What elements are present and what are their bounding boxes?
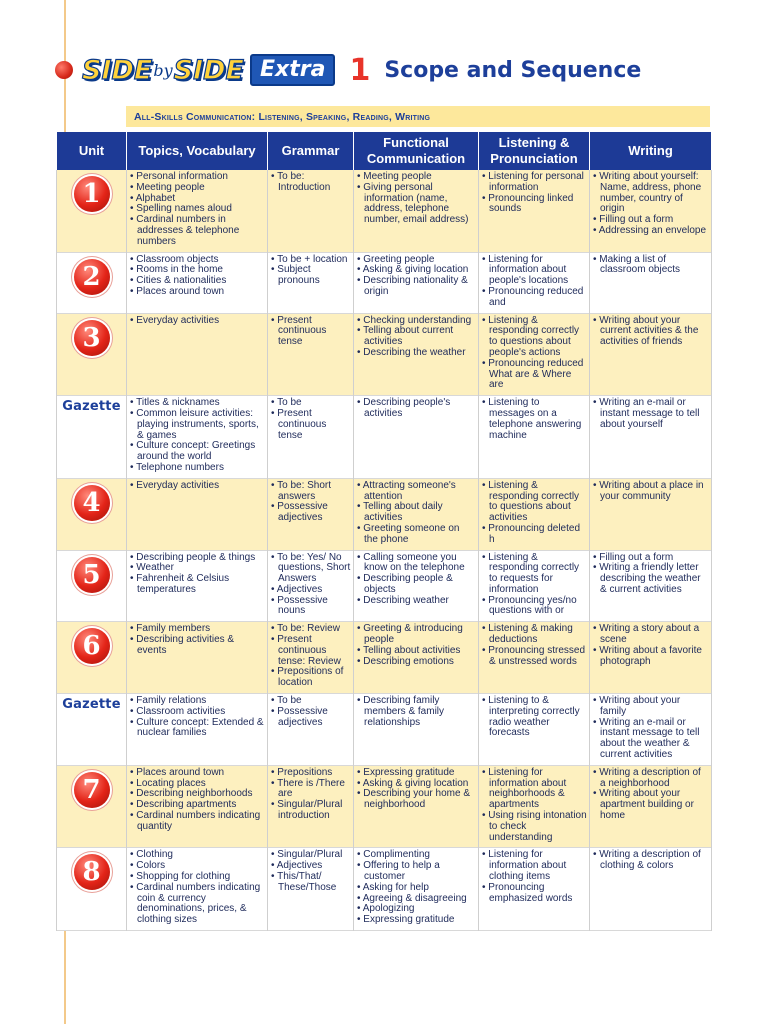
functional-cell bbox=[354, 252, 479, 313]
list-item: • Alphabet bbox=[129, 194, 265, 205]
functional-cell bbox=[354, 396, 479, 479]
list-item: • Describing neighborhoods bbox=[129, 789, 265, 800]
list-item: • Pronouncing stressed & unstressed words bbox=[481, 646, 587, 668]
grammar-cell bbox=[268, 694, 354, 766]
functional-cell bbox=[354, 478, 479, 550]
functional-cell bbox=[354, 550, 479, 622]
listening-cell bbox=[479, 848, 590, 931]
list-item: • Cardinal numbers in addresses & telephone numbers bbox=[129, 215, 265, 247]
topics-cell bbox=[127, 396, 268, 479]
list-item: • To be + location bbox=[270, 255, 351, 266]
unit-number-badge: 4 bbox=[74, 485, 110, 521]
list-item: • Describing activities & events bbox=[129, 635, 265, 657]
unit-cell bbox=[57, 313, 127, 396]
list-item: • Giving personal information (name, address, telephone number, email address) bbox=[356, 183, 476, 226]
list-item: • Addressing an envelope bbox=[592, 226, 709, 237]
list-item: • Writing about your family bbox=[592, 696, 709, 718]
bullet-list bbox=[270, 624, 351, 689]
bullet-list bbox=[481, 172, 587, 215]
topics-cell bbox=[127, 313, 268, 396]
bullet-list bbox=[270, 316, 351, 348]
topics-cell bbox=[127, 252, 268, 313]
list-item: • Listening for information about neighborhoods & apartments bbox=[481, 768, 587, 811]
list-item: • Pronouncing yes/no questions with or bbox=[481, 596, 587, 618]
bullet-list bbox=[481, 624, 587, 667]
list-item: • Describing emotions bbox=[356, 657, 476, 668]
bullet-list bbox=[270, 255, 351, 287]
grammar-cell bbox=[268, 170, 354, 252]
list-item: • Checking understanding bbox=[356, 316, 476, 327]
list-item: • Cardinal numbers indicating quantity bbox=[129, 811, 265, 833]
bullet-list bbox=[592, 624, 709, 667]
list-item: • Pronouncing emphasized words bbox=[481, 883, 587, 905]
bullet-list bbox=[356, 398, 476, 420]
bullet-list bbox=[592, 768, 709, 822]
list-item: • Writing about yourself: Name, address, phone number, country of origin bbox=[592, 172, 709, 215]
functional-cell bbox=[354, 170, 479, 252]
table-row bbox=[57, 313, 712, 396]
list-item: • Expressing gratitude bbox=[356, 768, 476, 779]
gazette-label: Gazette bbox=[62, 697, 121, 713]
page-header bbox=[82, 52, 641, 88]
list-item: • Present continuous tense bbox=[270, 316, 351, 348]
logo-side-left: SIDE bbox=[82, 54, 153, 86]
list-item: • Listening for information about people's locations bbox=[481, 255, 587, 287]
writing-cell bbox=[590, 848, 712, 931]
list-item: • Classroom objects bbox=[129, 255, 265, 266]
list-item: • Prepositions bbox=[270, 768, 351, 779]
list-item: • Listening to & interpreting correctly radio weather forecasts bbox=[481, 696, 587, 739]
unit-number-badge: 1 bbox=[74, 176, 110, 212]
list-item: • Asking for help bbox=[356, 883, 476, 894]
list-item: • To be: Short answers bbox=[270, 481, 351, 503]
listening-cell bbox=[479, 550, 590, 622]
writing-cell bbox=[590, 694, 712, 766]
column-header-listening: Listening & Pronunciation bbox=[479, 132, 590, 170]
list-item: • Writing a description of a neighborhood bbox=[592, 768, 709, 790]
list-item: • Cardinal numbers indicating coin & currency denominations, prices, & clothing sizes bbox=[129, 883, 265, 926]
bullet-list bbox=[270, 172, 351, 194]
list-item: • Describing your home & neighborhood bbox=[356, 789, 476, 811]
bullet-list bbox=[592, 316, 709, 348]
list-item: • Listening & making deductions bbox=[481, 624, 587, 646]
table-row bbox=[57, 622, 712, 694]
unit-cell bbox=[57, 848, 127, 931]
list-item: • Personal information bbox=[129, 172, 265, 183]
list-item: • This/That/ These/Those bbox=[270, 872, 351, 894]
functional-cell bbox=[354, 622, 479, 694]
bullet-list bbox=[481, 696, 587, 739]
list-item: • Filling out a form bbox=[592, 215, 709, 226]
bullet-list bbox=[270, 398, 351, 441]
bullet-list bbox=[356, 481, 476, 546]
bullet-list bbox=[592, 172, 709, 237]
list-item: • Describing nationality & origin bbox=[356, 276, 476, 298]
list-item: • Classroom activities bbox=[129, 707, 265, 718]
bullet-list bbox=[356, 172, 476, 226]
bullet-list bbox=[481, 398, 587, 441]
list-item: • Listening & responding correctly to questions about activities bbox=[481, 481, 587, 524]
logo-by: by bbox=[153, 60, 173, 80]
column-header-topics: Topics, Vocabulary bbox=[127, 132, 268, 170]
listening-cell bbox=[479, 622, 590, 694]
list-item: • To be: Introduction bbox=[270, 172, 351, 194]
list-item: • Telling about activities bbox=[356, 646, 476, 657]
bullet-list bbox=[481, 768, 587, 844]
scope-sequence-table bbox=[56, 132, 712, 931]
list-item: • Telling about current activities bbox=[356, 326, 476, 348]
listening-cell bbox=[479, 694, 590, 766]
functional-cell bbox=[354, 313, 479, 396]
list-item: • Adjectives bbox=[270, 861, 351, 872]
bullet-list bbox=[481, 850, 587, 904]
topics-cell bbox=[127, 765, 268, 848]
list-item: • Expressing gratitude bbox=[356, 915, 476, 926]
writing-cell bbox=[590, 252, 712, 313]
list-item: • Fahrenheit & Celsius temperatures bbox=[129, 574, 265, 596]
bullet-list bbox=[270, 481, 351, 524]
bullet-list bbox=[129, 255, 265, 298]
column-header-unit: Unit bbox=[57, 132, 127, 170]
list-item: • Singular/Plural introduction bbox=[270, 800, 351, 822]
list-item: • Shopping for clothing bbox=[129, 872, 265, 883]
list-item: • Meeting people bbox=[356, 172, 476, 183]
topics-cell bbox=[127, 478, 268, 550]
topics-cell bbox=[127, 622, 268, 694]
writing-cell bbox=[590, 478, 712, 550]
list-item: • Rooms in the home bbox=[129, 265, 265, 276]
list-item: • To be bbox=[270, 398, 351, 409]
grammar-cell bbox=[268, 550, 354, 622]
list-item: • Everyday activities bbox=[129, 481, 265, 492]
unit-number-badge: 5 bbox=[74, 557, 110, 593]
bullet-list bbox=[129, 553, 265, 596]
list-item: • Filling out a form bbox=[592, 553, 709, 564]
grammar-cell bbox=[268, 848, 354, 931]
bullet-list bbox=[129, 481, 265, 492]
subheading: All-Skills Communication: Listening, Speaking, Reading, Writing bbox=[134, 110, 431, 123]
logo-side-right: SIDE bbox=[173, 54, 244, 86]
writing-cell bbox=[590, 550, 712, 622]
header-unit-number: 1 bbox=[349, 52, 371, 88]
list-item: • Listening & responding correctly to questions about people's actions bbox=[481, 316, 587, 359]
list-item: • Greeting people bbox=[356, 255, 476, 266]
list-item: • Pronouncing reduced and bbox=[481, 287, 587, 309]
list-item: • Locating places bbox=[129, 779, 265, 790]
bullet-list bbox=[356, 624, 476, 667]
unit-cell bbox=[57, 396, 127, 479]
list-item: • Possessive adjectives bbox=[270, 502, 351, 524]
table-row bbox=[57, 848, 712, 931]
list-item: • Everyday activities bbox=[129, 316, 265, 327]
topics-cell bbox=[127, 170, 268, 252]
list-item: • Possessive adjectives bbox=[270, 707, 351, 729]
list-item: • Places around town bbox=[129, 768, 265, 779]
table-row bbox=[57, 550, 712, 622]
list-item: • Asking & giving location bbox=[356, 265, 476, 276]
list-item: • Writing an e-mail or instant message to tell about the weather & current activities bbox=[592, 718, 709, 761]
list-item: • Family relations bbox=[129, 696, 265, 707]
list-item: • Writing about a place in your community bbox=[592, 481, 709, 503]
unit-cell bbox=[57, 478, 127, 550]
bullet-list bbox=[129, 316, 265, 327]
list-item: • Clothing bbox=[129, 850, 265, 861]
list-item: • Writing about a favorite photograph bbox=[592, 646, 709, 668]
list-item: • To be: Yes/ No questions, Short Answers bbox=[270, 553, 351, 585]
unit-cell bbox=[57, 252, 127, 313]
list-item: • Asking & giving location bbox=[356, 779, 476, 790]
list-item: • Greeting someone on the phone bbox=[356, 524, 476, 546]
list-item: • To be bbox=[270, 696, 351, 707]
list-item: • Colors bbox=[129, 861, 265, 872]
column-header-grammar: Grammar bbox=[268, 132, 354, 170]
bullet-list bbox=[481, 316, 587, 392]
list-item: • Writing a description of clothing & colors bbox=[592, 850, 709, 872]
list-item: • Describing the weather bbox=[356, 348, 476, 359]
functional-cell bbox=[354, 765, 479, 848]
list-item: • Spelling names aloud bbox=[129, 204, 265, 215]
list-item: • Pronouncing linked sounds bbox=[481, 194, 587, 216]
list-item: • Subject pronouns bbox=[270, 265, 351, 287]
gazette-label: Gazette bbox=[62, 399, 121, 415]
bullet-list bbox=[356, 255, 476, 298]
list-item: • Describing people & things bbox=[129, 553, 265, 564]
writing-cell bbox=[590, 313, 712, 396]
list-item: • Listening for personal information bbox=[481, 172, 587, 194]
unit-cell bbox=[57, 550, 127, 622]
writing-cell bbox=[590, 170, 712, 252]
list-item: • Calling someone you know on the telephone bbox=[356, 553, 476, 575]
list-item: • Common leisure activities: playing instruments, sports, & games bbox=[129, 409, 265, 441]
bullet-list bbox=[481, 255, 587, 309]
list-item: • Offering to help a customer bbox=[356, 861, 476, 883]
bullet-list bbox=[129, 696, 265, 739]
list-item: • Describing weather bbox=[356, 596, 476, 607]
list-item: • Culture concept: Extended & nuclear families bbox=[129, 718, 265, 740]
list-item: • Adjectives bbox=[270, 585, 351, 596]
list-item: • Weather bbox=[129, 563, 265, 574]
list-item: • Agreeing & disagreeing bbox=[356, 894, 476, 905]
bullet-list bbox=[592, 553, 709, 596]
column-header-writing: Writing bbox=[590, 132, 712, 170]
list-item: • Singular/Plural bbox=[270, 850, 351, 861]
list-item: • Culture concept: Greetings around the world bbox=[129, 441, 265, 463]
grammar-cell bbox=[268, 622, 354, 694]
bullet-list bbox=[356, 850, 476, 926]
unit-number-badge: 2 bbox=[74, 259, 110, 295]
listening-cell bbox=[479, 313, 590, 396]
list-item: • Listening for information about clothing items bbox=[481, 850, 587, 882]
unit-number-badge: 6 bbox=[74, 628, 110, 664]
bullet-list bbox=[129, 850, 265, 926]
list-item: • Using rising intonation to check understanding bbox=[481, 811, 587, 843]
list-item: • To be: Review bbox=[270, 624, 351, 635]
list-item: • Writing a friendly letter describing the weather & current activities bbox=[592, 563, 709, 595]
list-item: • Telephone numbers bbox=[129, 463, 265, 474]
list-item: • Describing people's activities bbox=[356, 398, 476, 420]
logo-extra-badge: Extra bbox=[250, 54, 335, 86]
bullet-list bbox=[129, 398, 265, 474]
list-item: • Writing a story about a scene bbox=[592, 624, 709, 646]
table-header-row bbox=[57, 132, 712, 170]
list-item: • Present continuous tense bbox=[270, 409, 351, 441]
bullet-list bbox=[592, 255, 709, 277]
table-row bbox=[57, 396, 712, 479]
grammar-cell bbox=[268, 765, 354, 848]
grammar-cell bbox=[268, 396, 354, 479]
list-item: • Describing apartments bbox=[129, 800, 265, 811]
list-item: • Possessive nouns bbox=[270, 596, 351, 618]
table-row bbox=[57, 478, 712, 550]
list-item: • Places around town bbox=[129, 287, 265, 298]
bullet-list bbox=[270, 850, 351, 893]
list-item: • Attracting someone's attention bbox=[356, 481, 476, 503]
bullet-list bbox=[592, 398, 709, 430]
bullet-list bbox=[481, 481, 587, 546]
table-row bbox=[57, 694, 712, 766]
list-item: • Pronouncing deleted h bbox=[481, 524, 587, 546]
list-item: • Listening to messages on a telephone answering machine bbox=[481, 398, 587, 441]
listening-cell bbox=[479, 478, 590, 550]
unit-number-badge: 3 bbox=[74, 320, 110, 356]
bullet-list bbox=[592, 696, 709, 761]
list-item: • Describing people & objects bbox=[356, 574, 476, 596]
topics-cell bbox=[127, 694, 268, 766]
table-row bbox=[57, 765, 712, 848]
list-item: • Writing about your current activities & the activities of friends bbox=[592, 316, 709, 348]
bullet-list bbox=[592, 481, 709, 503]
list-item: • Present continuous tense: Review bbox=[270, 635, 351, 667]
list-item: • Listening & responding correctly to requests for information bbox=[481, 553, 587, 596]
writing-cell bbox=[590, 396, 712, 479]
list-item: • Apologizing bbox=[356, 904, 476, 915]
bullet-list bbox=[481, 553, 587, 618]
bullet-list bbox=[270, 553, 351, 618]
writing-cell bbox=[590, 622, 712, 694]
bullet-list bbox=[356, 316, 476, 359]
subheading-bar bbox=[126, 106, 710, 127]
functional-cell bbox=[354, 694, 479, 766]
column-header-functional: Functional Communication bbox=[354, 132, 479, 170]
bullet-list bbox=[129, 768, 265, 833]
grammar-cell bbox=[268, 313, 354, 396]
listening-cell bbox=[479, 396, 590, 479]
bullet-list bbox=[270, 768, 351, 822]
list-item: • Complimenting bbox=[356, 850, 476, 861]
unit-cell bbox=[57, 170, 127, 252]
list-item: • Cities & nationalities bbox=[129, 276, 265, 287]
list-item: • There is /There are bbox=[270, 779, 351, 801]
writing-cell bbox=[590, 765, 712, 848]
list-item: • Making a list of classroom objects bbox=[592, 255, 709, 277]
unit-number-badge: 8 bbox=[74, 854, 110, 890]
listening-cell bbox=[479, 765, 590, 848]
listening-cell bbox=[479, 170, 590, 252]
bullet-list bbox=[270, 696, 351, 728]
table-row bbox=[57, 252, 712, 313]
functional-cell bbox=[354, 848, 479, 931]
list-item: • Titles & nicknames bbox=[129, 398, 265, 409]
list-item: • Prepositions of location bbox=[270, 667, 351, 689]
list-item: • Meeting people bbox=[129, 183, 265, 194]
table-row bbox=[57, 170, 712, 252]
list-item: • Describing family members & family relationships bbox=[356, 696, 476, 728]
unit-cell bbox=[57, 622, 127, 694]
list-item: • Writing about your apartment building or home bbox=[592, 789, 709, 821]
unit-cell bbox=[57, 694, 127, 766]
listening-cell bbox=[479, 252, 590, 313]
grammar-cell bbox=[268, 478, 354, 550]
bullet-list bbox=[356, 768, 476, 811]
unit-number-badge: 7 bbox=[74, 772, 110, 808]
list-item: • Writing an e-mail or instant message to tell about yourself bbox=[592, 398, 709, 430]
bullet-list bbox=[129, 172, 265, 248]
bullet-list bbox=[129, 624, 265, 656]
grammar-cell bbox=[268, 252, 354, 313]
list-item: • Telling about daily activities bbox=[356, 502, 476, 524]
bullet-list bbox=[592, 850, 709, 872]
bullet-list bbox=[356, 553, 476, 607]
page-title: Scope and Sequence bbox=[384, 57, 642, 83]
topics-cell bbox=[127, 848, 268, 931]
list-item: • Pronouncing reduced What are & Where are bbox=[481, 359, 587, 391]
unit-cell bbox=[57, 765, 127, 848]
list-item: • Greeting & introducing people bbox=[356, 624, 476, 646]
bullet-dot-icon bbox=[55, 61, 73, 79]
bullet-list bbox=[356, 696, 476, 728]
topics-cell bbox=[127, 550, 268, 622]
list-item: • Family members bbox=[129, 624, 265, 635]
